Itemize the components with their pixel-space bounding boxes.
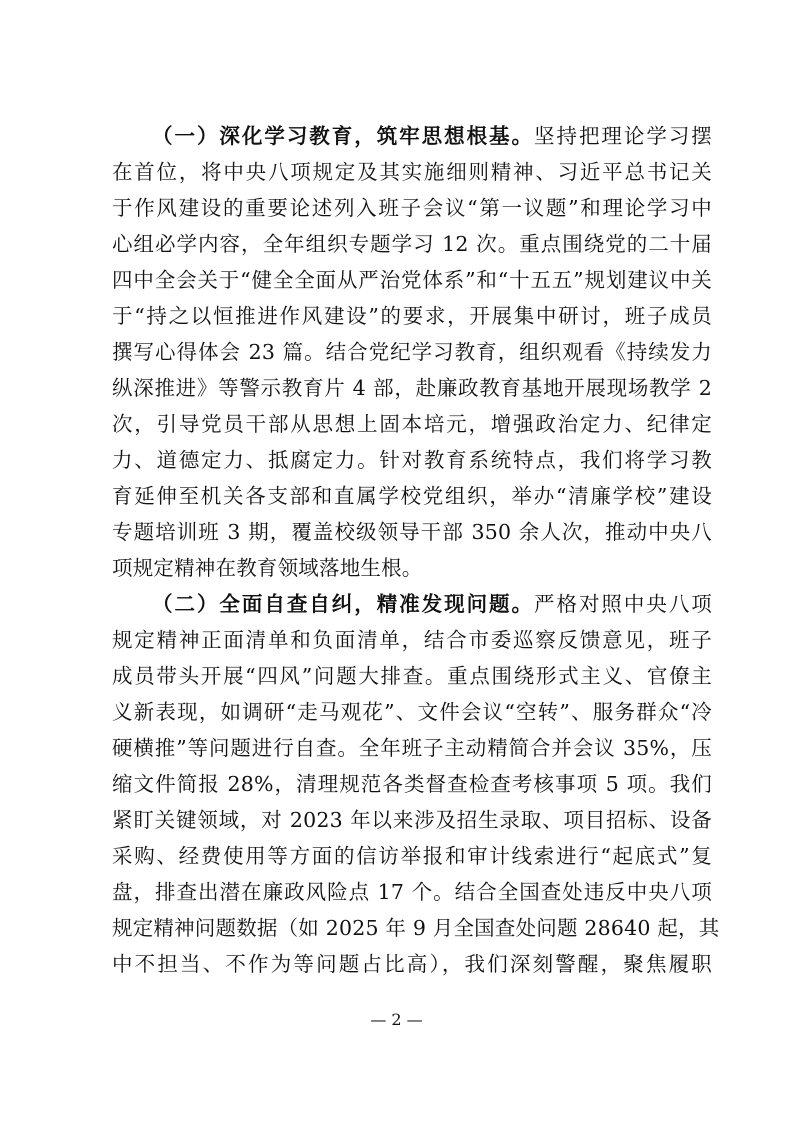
paragraph-2-line: 缩文件简报 28%，清理规范各类督查检查考核事项 5 项。我们 xyxy=(112,772,712,796)
paragraph-1-line: 心组必学内容，全年组织专题学习 12 次。重点围绕党的二十届 xyxy=(112,232,712,256)
paragraph-1-line: 次，引导党员干部从思想上固本培元，增强政治定力、纪律定 xyxy=(112,412,712,436)
paragraph-2-line: 义新表现，如调研“走马观花”、文件会议“空转”、服务群众“冷 xyxy=(112,700,712,724)
paragraph-1-line: 纵深推进》等警示教育片 4 部，赴廉政教育基地开展现场教学 2 xyxy=(112,376,712,400)
paragraph-1-line: 育延伸至机关各支部和直属学校党组织，举办“清廉学校”建设 xyxy=(112,484,712,508)
paragraph-1-line-1 xyxy=(112,118,712,154)
paragraph-1-line: 于作风建设的重要论述列入班子会议“第一议题”和理论学习中 xyxy=(112,196,712,220)
paragraph-2-line: 成员带头开展“四风”问题大排查。重点围绕形式主义、官僚主 xyxy=(112,664,712,688)
paragraph-2-line-text: 严格对照中央八项 xyxy=(534,592,712,616)
paragraph-2-line-1 xyxy=(112,586,712,622)
paragraph-2-line: 盘，排查出潜在廉政风险点 17 个。结合全国查处违反中央八项 xyxy=(112,880,712,904)
document-body xyxy=(112,118,720,982)
paragraph-2-heading: （二）全面自查自纠，精准发现问题。 xyxy=(152,592,534,616)
paragraph-2-line: 紧盯关键领域，对 2023 年以来涉及招生录取、项目招标、设备 xyxy=(112,808,712,832)
paragraph-2-line: 规定精神问题数据（如 2025 年 9 月全国查处问题 28640 起，其 xyxy=(112,916,720,940)
paragraph-1-line-text: 坚持把理论学习摆 xyxy=(534,124,712,148)
paragraph-2-line: 规定精神正面清单和负面清单，结合市委巡察反馈意见，班子 xyxy=(112,628,712,652)
page-number: — 2 — xyxy=(370,1010,423,1029)
paragraph-1-line: 于“持之以恒推进作风建设”的要求，开展集中研讨，班子成员 xyxy=(112,304,712,328)
paragraph-2-line: 中不担当、不作为等问题占比高），我们深刻警醒，聚焦履职 xyxy=(112,952,712,976)
paragraph-1-line: 力、道德定力、抵腐定力。针对教育系统特点，我们将学习教 xyxy=(112,448,712,472)
paragraph-2-line: 硬横推”等问题进行自查。全年班子主动精简合并会议 35%，压 xyxy=(112,736,712,760)
paragraph-1-line: 项规定精神在教育领域落地生根。 xyxy=(112,556,423,580)
paragraph-1-line: 在首位，将中央八项规定及其实施细则精神、习近平总书记关 xyxy=(112,160,712,184)
paragraph-1-line: 专题培训班 3 期，覆盖校级领导干部 350 余人次，推动中央八 xyxy=(112,520,712,544)
paragraph-1-heading: （一）深化学习教育，筑牢思想根基。 xyxy=(152,124,534,148)
paragraph-2-line: 采购、经费使用等方面的信访举报和审计线索进行“起底式”复 xyxy=(112,844,712,868)
paragraph-1-line: 四中全会关于“健全全面从严治党体系”和“十五五”规划建议中关 xyxy=(112,268,712,292)
paragraph-1-line: 撰写心得体会 23 篇。结合党纪学习教育，组织观看《持续发力 xyxy=(112,340,712,364)
